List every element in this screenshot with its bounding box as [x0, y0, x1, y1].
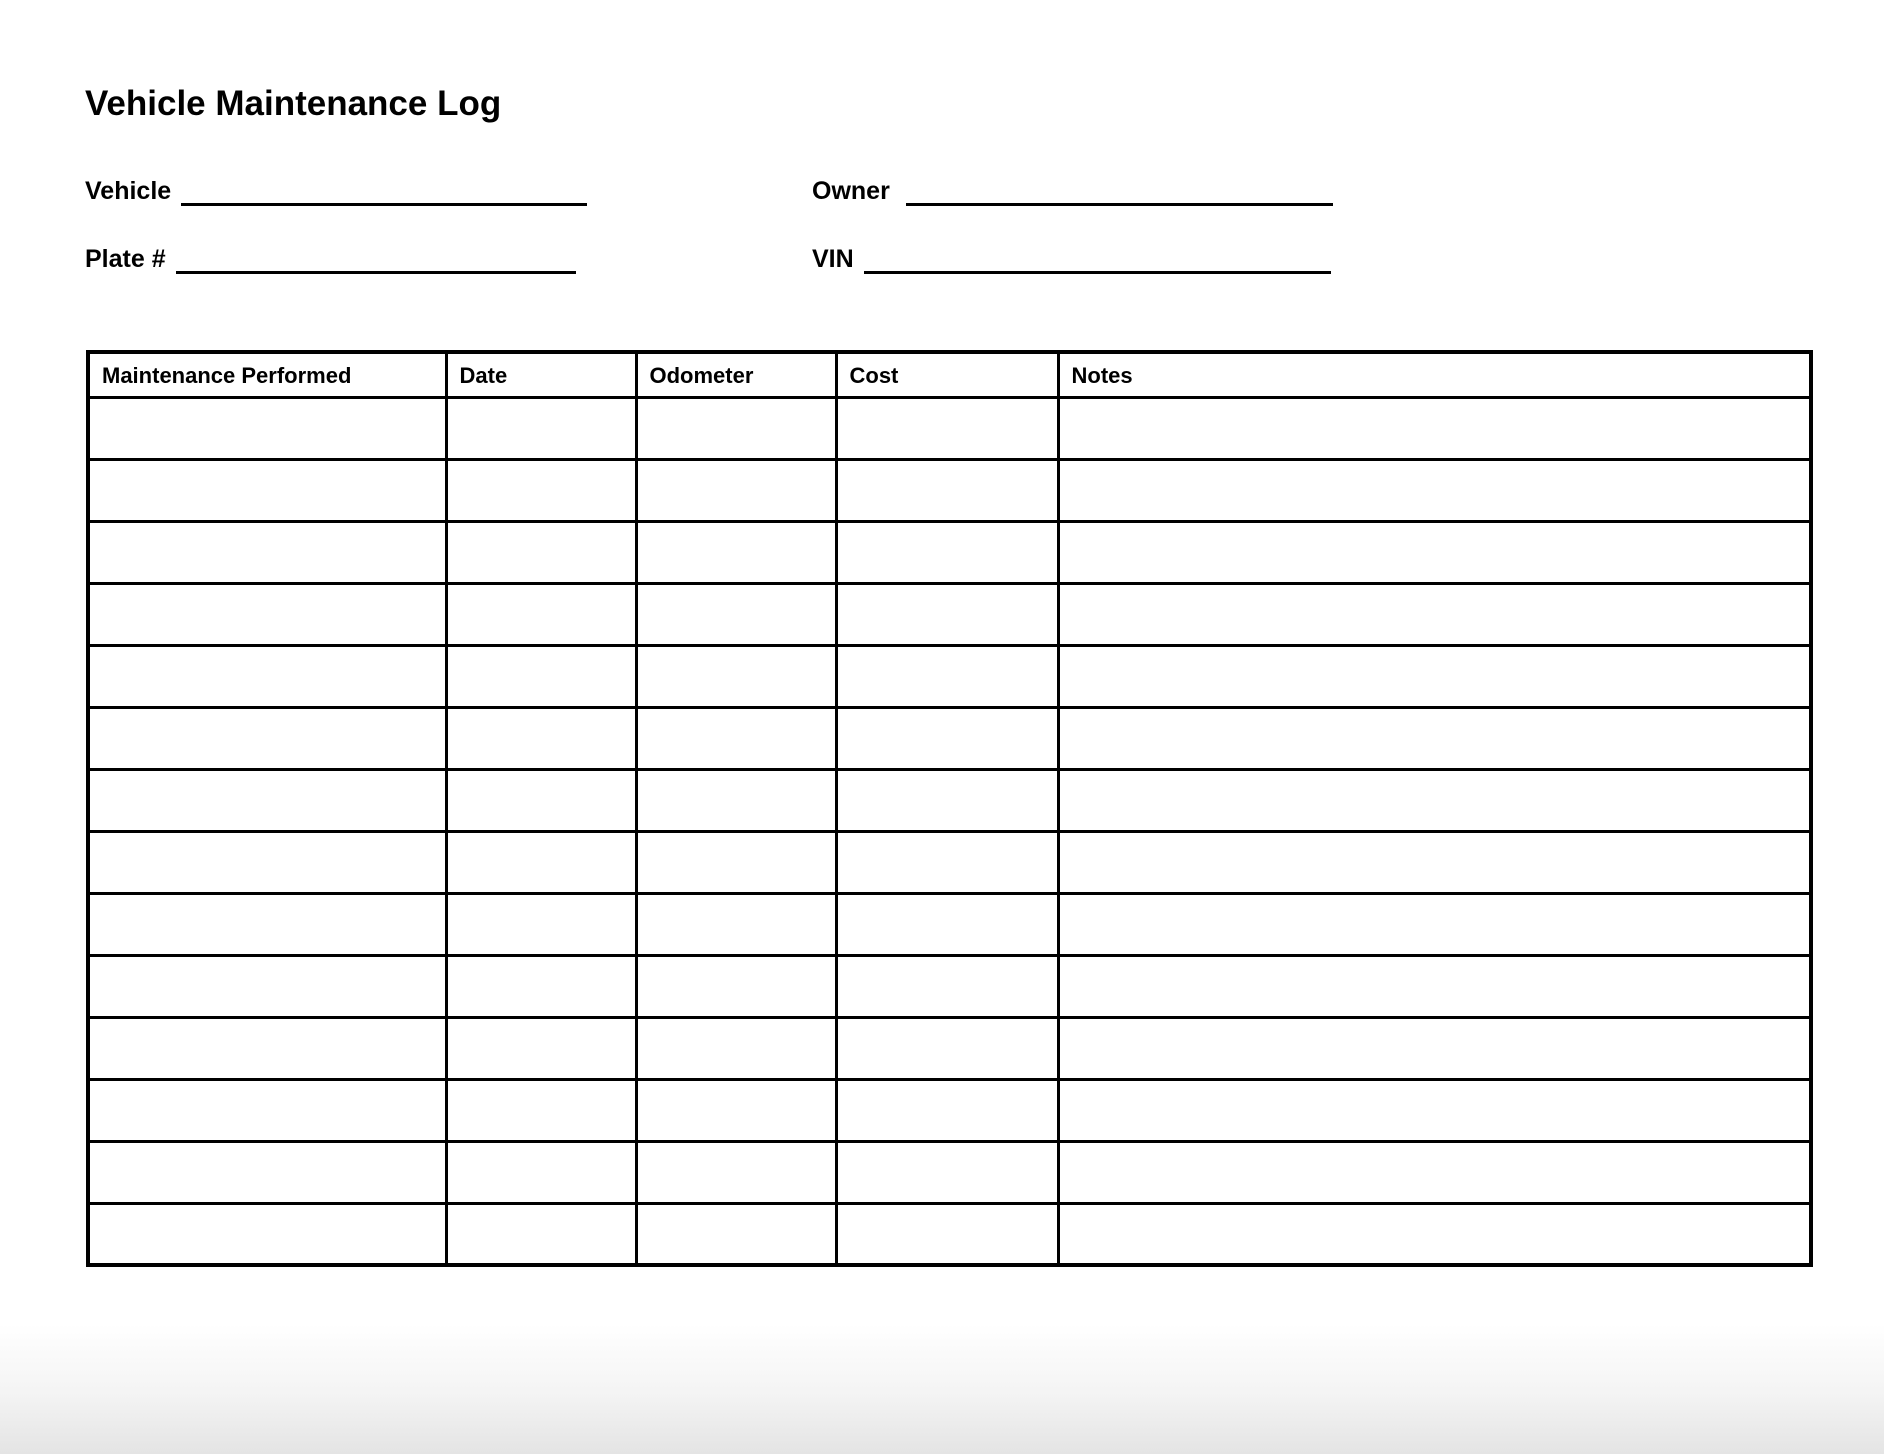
- table-cell-odometer: [636, 769, 836, 831]
- table-cell-odometer: [636, 1203, 836, 1265]
- table-cell-maintenance-performed: [88, 831, 446, 893]
- table-cell-date: [446, 707, 636, 769]
- table-header-row: [88, 352, 1811, 397]
- table-cell-maintenance-performed: [88, 955, 446, 1017]
- table-cell-odometer: [636, 583, 836, 645]
- table-cell-notes: [1058, 893, 1811, 955]
- table-cell-odometer: [636, 955, 836, 1017]
- table-cell-date: [446, 769, 636, 831]
- table-cell-date: [446, 1017, 636, 1079]
- table-cell-cost: [836, 1079, 1058, 1141]
- table-cell-date: [446, 459, 636, 521]
- table-cell-notes: [1058, 831, 1811, 893]
- table-cell-maintenance-performed: [88, 397, 446, 459]
- table-cell-notes: [1058, 459, 1811, 521]
- table-cell-odometer: [636, 831, 836, 893]
- table-row: [88, 1141, 1811, 1203]
- table-cell-date: [446, 1079, 636, 1141]
- maintenance-log-table: [86, 350, 1813, 1267]
- vehicle-label: Vehicle: [85, 177, 172, 205]
- table-cell-cost: [836, 893, 1058, 955]
- table-cell-notes: [1058, 955, 1811, 1017]
- table-cell-cost: [836, 1017, 1058, 1079]
- table-cell-date: [446, 397, 636, 459]
- table-cell-odometer: [636, 893, 836, 955]
- plate-label: Plate #: [85, 245, 166, 273]
- table-cell-maintenance-performed: [88, 1079, 446, 1141]
- table-cell-date: [446, 1141, 636, 1203]
- table-cell-odometer: [636, 1141, 836, 1203]
- table-row: [88, 831, 1811, 893]
- table-row: [88, 583, 1811, 645]
- table-row: [88, 645, 1811, 707]
- table-cell-maintenance-performed: [88, 1017, 446, 1079]
- table-cell-date: [446, 521, 636, 583]
- column-header-odometer: Odometer: [636, 352, 836, 397]
- table-row: [88, 397, 1811, 459]
- table-cell-cost: [836, 831, 1058, 893]
- table-cell-odometer: [636, 397, 836, 459]
- page-title: Vehicle Maintenance Log: [85, 84, 502, 123]
- table-cell-notes: [1058, 1203, 1811, 1265]
- table-cell-odometer: [636, 459, 836, 521]
- table-cell-odometer: [636, 521, 836, 583]
- table-header: [88, 352, 1811, 397]
- vin-blank-line: [864, 246, 1331, 274]
- table-row: [88, 459, 1811, 521]
- table-row: [88, 1079, 1811, 1141]
- plate-blank-line: [176, 246, 576, 274]
- table-cell-cost: [836, 521, 1058, 583]
- table-cell-cost: [836, 1141, 1058, 1203]
- table-body: [88, 397, 1811, 1265]
- field-vin: [812, 240, 1331, 274]
- vin-label: VIN: [812, 245, 854, 273]
- table-cell-notes: [1058, 583, 1811, 645]
- table-cell-notes: [1058, 707, 1811, 769]
- owner-label: Owner: [812, 177, 890, 205]
- table-cell-date: [446, 831, 636, 893]
- table-cell-date: [446, 955, 636, 1017]
- table-row: [88, 1203, 1811, 1265]
- table-row: [88, 769, 1811, 831]
- column-header-maintenance-performed: Maintenance Performed: [88, 352, 446, 397]
- table-cell-date: [446, 893, 636, 955]
- table-cell-cost: [836, 955, 1058, 1017]
- table-row: [88, 521, 1811, 583]
- table-cell-cost: [836, 583, 1058, 645]
- table-cell-odometer: [636, 707, 836, 769]
- table-cell-cost: [836, 707, 1058, 769]
- table-row: [88, 893, 1811, 955]
- table-cell-date: [446, 645, 636, 707]
- field-owner: [812, 172, 1333, 206]
- field-plate: [85, 240, 576, 274]
- table-cell-date: [446, 1203, 636, 1265]
- table-row: [88, 1017, 1811, 1079]
- table-cell-cost: [836, 459, 1058, 521]
- table-cell-maintenance-performed: [88, 893, 446, 955]
- table-cell-odometer: [636, 645, 836, 707]
- table-cell-notes: [1058, 1141, 1811, 1203]
- column-header-cost: Cost: [836, 352, 1058, 397]
- table-cell-notes: [1058, 521, 1811, 583]
- table-cell-notes: [1058, 1079, 1811, 1141]
- table-cell-maintenance-performed: [88, 645, 446, 707]
- table-cell-date: [446, 583, 636, 645]
- page-bottom-fade: [0, 1324, 1884, 1454]
- table-row: [88, 955, 1811, 1017]
- table-cell-cost: [836, 1203, 1058, 1265]
- table-cell-notes: [1058, 769, 1811, 831]
- table-cell-maintenance-performed: [88, 1203, 446, 1265]
- field-vehicle: [85, 172, 587, 206]
- table-cell-odometer: [636, 1017, 836, 1079]
- table-cell-maintenance-performed: [88, 583, 446, 645]
- table-cell-maintenance-performed: [88, 769, 446, 831]
- owner-blank-line: [906, 178, 1333, 206]
- table-cell-maintenance-performed: [88, 521, 446, 583]
- table-cell-odometer: [636, 1079, 836, 1141]
- table-cell-maintenance-performed: [88, 1141, 446, 1203]
- vehicle-blank-line: [181, 178, 587, 206]
- table-cell-cost: [836, 769, 1058, 831]
- table-cell-notes: [1058, 1017, 1811, 1079]
- column-header-notes: Notes: [1058, 352, 1811, 397]
- table-cell-cost: [836, 645, 1058, 707]
- table-row: [88, 707, 1811, 769]
- column-header-date: Date: [446, 352, 636, 397]
- table-cell-maintenance-performed: [88, 459, 446, 521]
- table-cell-maintenance-performed: [88, 707, 446, 769]
- table-cell-cost: [836, 397, 1058, 459]
- table-cell-notes: [1058, 645, 1811, 707]
- table-cell-notes: [1058, 397, 1811, 459]
